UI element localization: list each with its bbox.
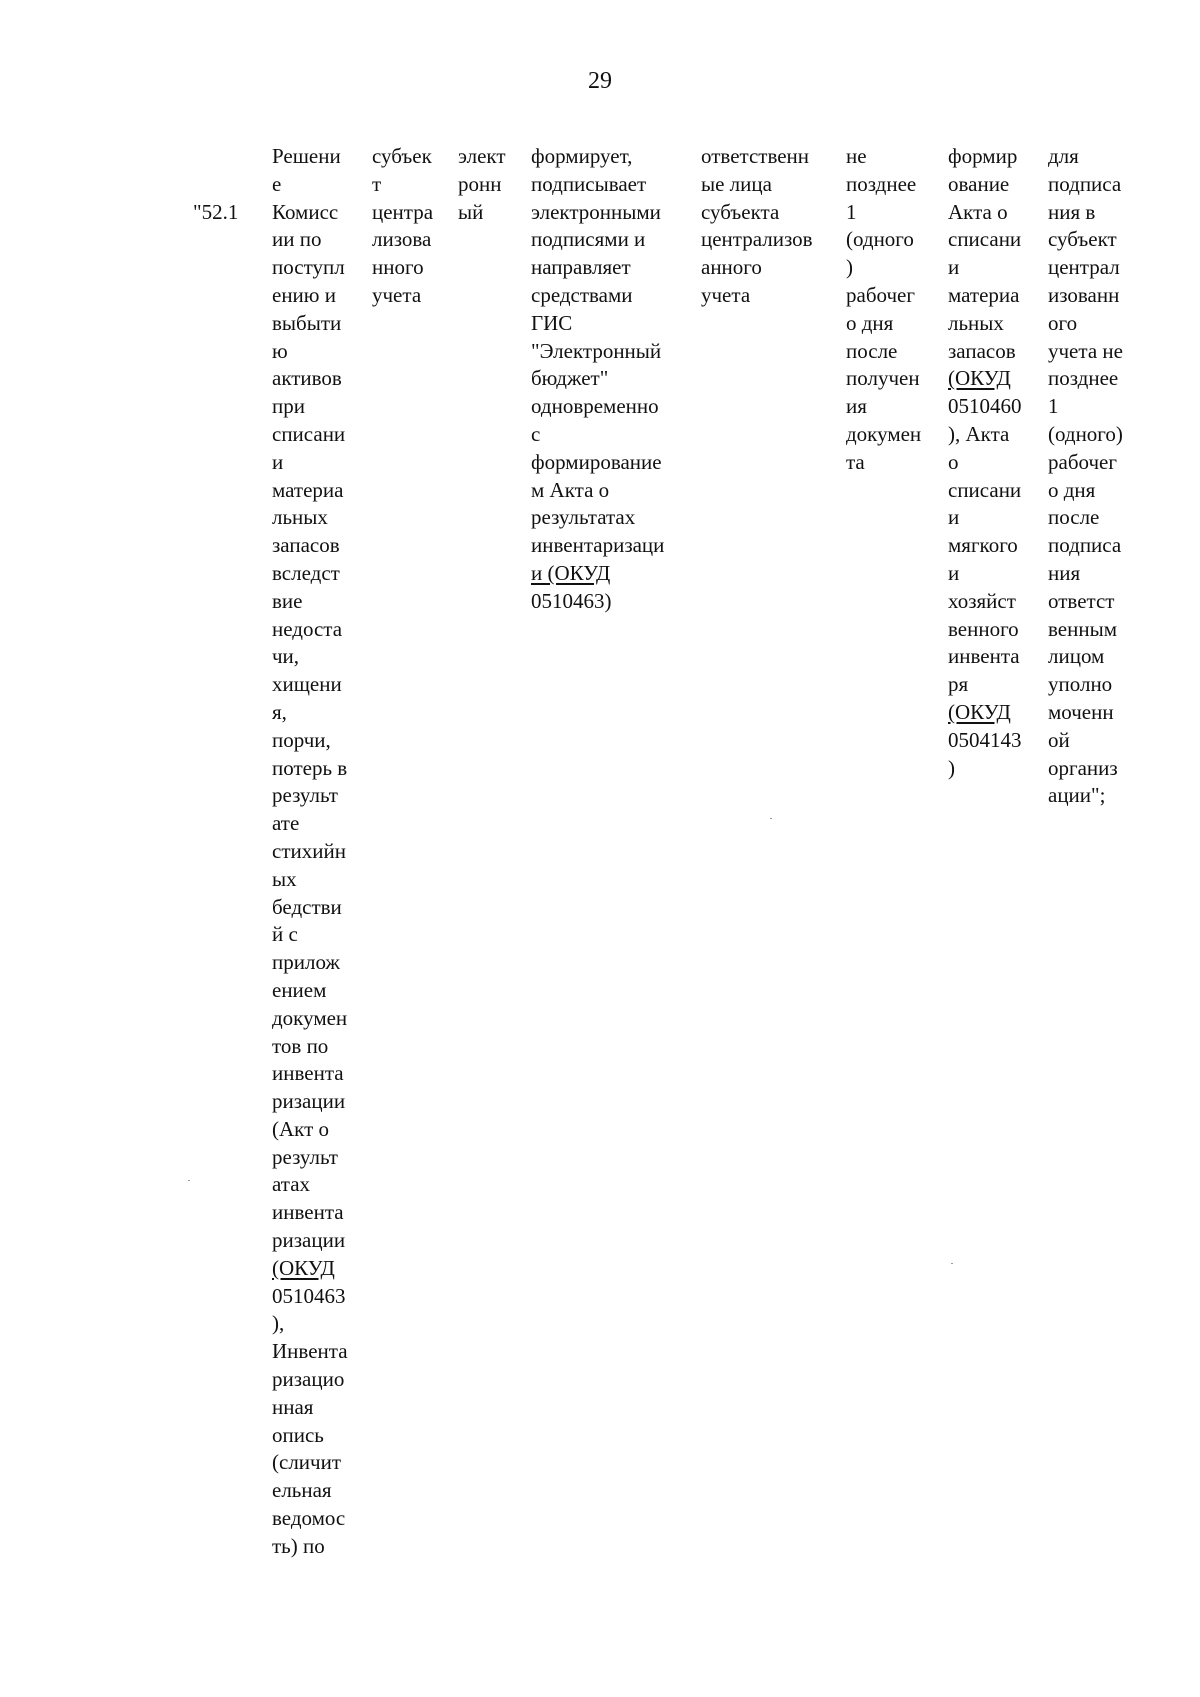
text-line: ть) по [272,1533,325,1558]
text-line: рабочег [846,282,915,307]
text-line: 0510463) [531,588,612,613]
text-line: инвента [272,1061,344,1086]
text-line: поступл [272,255,345,280]
text-line: ответственн [701,144,810,168]
column-form [458,143,506,226]
scan-speck [951,1263,953,1264]
text-line: (одного) [1048,421,1123,446]
text-line: подписывает [531,171,647,196]
text-line: о дня [1048,477,1096,502]
text-line: я, [272,699,287,724]
text-line: позднее [1048,366,1119,391]
text-line: формирование [531,449,662,474]
text-line: ) [846,255,853,280]
text-line: нного [372,255,424,280]
text-line: 0504143 [948,727,1022,752]
text-line: Инвента [272,1339,348,1364]
text-line: хищени [272,672,342,697]
text-line: учета [372,282,422,307]
text-line: формир [948,144,1018,168]
column-document-name [272,143,348,1561]
text-line: (ОКУД [272,1255,335,1280]
text-line: материа [272,477,344,502]
text-line: т [372,171,382,196]
text-line: организ [1048,755,1118,780]
text-line: средствами [531,282,633,307]
text-line: ю [272,338,288,363]
text-line: о дня [846,310,894,335]
text-line: атах [272,1172,311,1197]
text-line: 1 [1048,394,1059,419]
text-line: ГИС [531,310,573,335]
text-line: инвентаризаци [531,533,665,558]
text-line: субъект [1048,227,1117,252]
text-line: опись [272,1422,324,1447]
row-number-text: "52.1 [193,199,239,224]
text-line: одновременно [531,394,659,419]
text-line: вие [272,588,303,613]
text-line: м Акта о [531,477,610,502]
text-line: и [948,560,960,585]
text-line: и [948,505,960,530]
text-line: ), [272,1311,285,1336]
text-line: после [846,338,898,363]
text-line: ой [1048,727,1070,752]
text-line: вследст [272,560,340,585]
text-line: та [846,449,865,474]
text-line: учета [701,282,751,307]
text-line: о [948,449,959,474]
text-line: субъек [372,144,432,168]
text-line: бюджет" [531,366,609,391]
text-line: анного [701,255,762,280]
text-line: потерь в [272,755,348,780]
text-line: материа [948,282,1020,307]
text-line: 1 [846,199,857,224]
text-line: мягкого [948,533,1018,558]
page-number: 29 [588,68,612,94]
text-line: ронн [458,171,502,196]
text-line: направляет [531,255,631,280]
text-line: лизова [372,227,432,252]
text-line: ), Акта [948,421,1010,446]
text-line: инвента [272,1200,344,1225]
text-line: недоста [272,616,343,641]
text-line: порчи, [272,727,331,752]
text-line: чи, [272,644,300,669]
text-line: (Акт о [272,1116,330,1141]
text-line: после [1048,505,1100,530]
text-line: докумен [272,1005,348,1030]
text-line: ризации [272,1228,346,1253]
text-line: выбыти [272,310,342,335]
text-line: и [272,449,284,474]
text-line: списани [272,421,346,446]
text-line: Комисс [272,199,339,224]
text-line: льных [948,310,1004,335]
text-line: ии по [272,227,322,252]
text-line: централизов [701,227,813,252]
text-line: уполно [1048,672,1113,697]
text-line: и (ОКУД [531,560,611,585]
text-line: й с [272,922,298,947]
text-line: (одного [846,227,914,252]
column-responsible [701,143,813,310]
text-line: льных [272,505,328,530]
text-line: запасов [272,533,340,558]
text-line: изованн [1048,282,1120,307]
text-line: ование [948,171,1010,196]
text-line: позднее [846,171,917,196]
text-line: венного [948,616,1019,641]
text-line: подписа [1048,171,1122,196]
text-line: с [531,421,541,446]
text-line: подписями и [531,227,646,252]
text-line: рабочег [1048,449,1117,474]
text-line: венным [1048,616,1117,641]
scan-speck [188,1180,190,1181]
text-line: субъекта [701,199,780,224]
text-line: (ОКУД [948,366,1011,391]
column-action [531,143,664,616]
text-line: стихийн [272,838,346,863]
text-line: е [272,171,282,196]
text-line: ризацио [272,1367,345,1392]
text-line: ния в [1048,199,1096,224]
text-line: учета не [1048,338,1123,363]
text-line: ответст [1048,588,1115,613]
text-line: центра [372,199,434,224]
text-line: (ОКУД [948,699,1011,724]
text-line: списани [948,227,1022,252]
text-line: хозяйст [948,588,1016,613]
text-line: (сличит [272,1450,342,1475]
text-line: ых [272,866,297,891]
text-line: докумен [846,421,922,446]
text-line: ия [846,394,867,419]
text-line: результ [272,783,338,808]
text-line: ведомос [272,1506,346,1531]
text-line: нная [272,1394,314,1419]
text-line: 0510463 [272,1283,346,1308]
text-line: электронными [531,199,661,224]
text-line: Акта о [948,199,1008,224]
text-line: бедстви [272,894,342,919]
text-line: ризации [272,1089,346,1114]
column-subject [372,143,433,310]
column-deadline [846,143,921,477]
text-line: списани [948,477,1022,502]
text-line: не [846,144,867,168]
text-line: "Электронный [531,338,662,363]
text-line: при [272,394,305,419]
text-line: прилож [272,950,340,975]
text-line: ате [272,811,300,836]
text-line: подписа [1048,533,1122,558]
text-line: формирует, [531,144,633,168]
text-line: и [948,255,960,280]
text-line: ого [1048,310,1078,335]
text-line: централ [1048,255,1120,280]
row-number [193,143,238,254]
column-recipient [1048,143,1123,810]
text-line: ельная [272,1478,332,1503]
text-line: Решени [272,144,341,168]
column-output-document [948,143,1022,782]
text-line: результатах [531,505,636,530]
text-line: ации"; [1048,783,1106,808]
text-line: тов по [272,1033,329,1058]
text-line: ния [1048,560,1081,585]
text-line: ению и [272,282,336,307]
text-line: моченн [1048,699,1114,724]
text-line: 0510460 [948,394,1022,419]
text-line: лицом [1048,644,1105,669]
text-line: ые лица [701,171,772,196]
text-line: элект [458,144,506,168]
text-line: получен [846,366,920,391]
text-line: активов [272,366,342,391]
text-line: запасов [948,338,1016,363]
text-line: инвента [948,644,1020,669]
text-line: для [1048,144,1079,168]
text-line: результ [272,1144,338,1169]
text-line: ый [458,199,484,224]
scan-speck [770,818,772,819]
text-line: ) [948,755,955,780]
text-line: ря [948,672,969,697]
text-line: ением [272,977,327,1002]
